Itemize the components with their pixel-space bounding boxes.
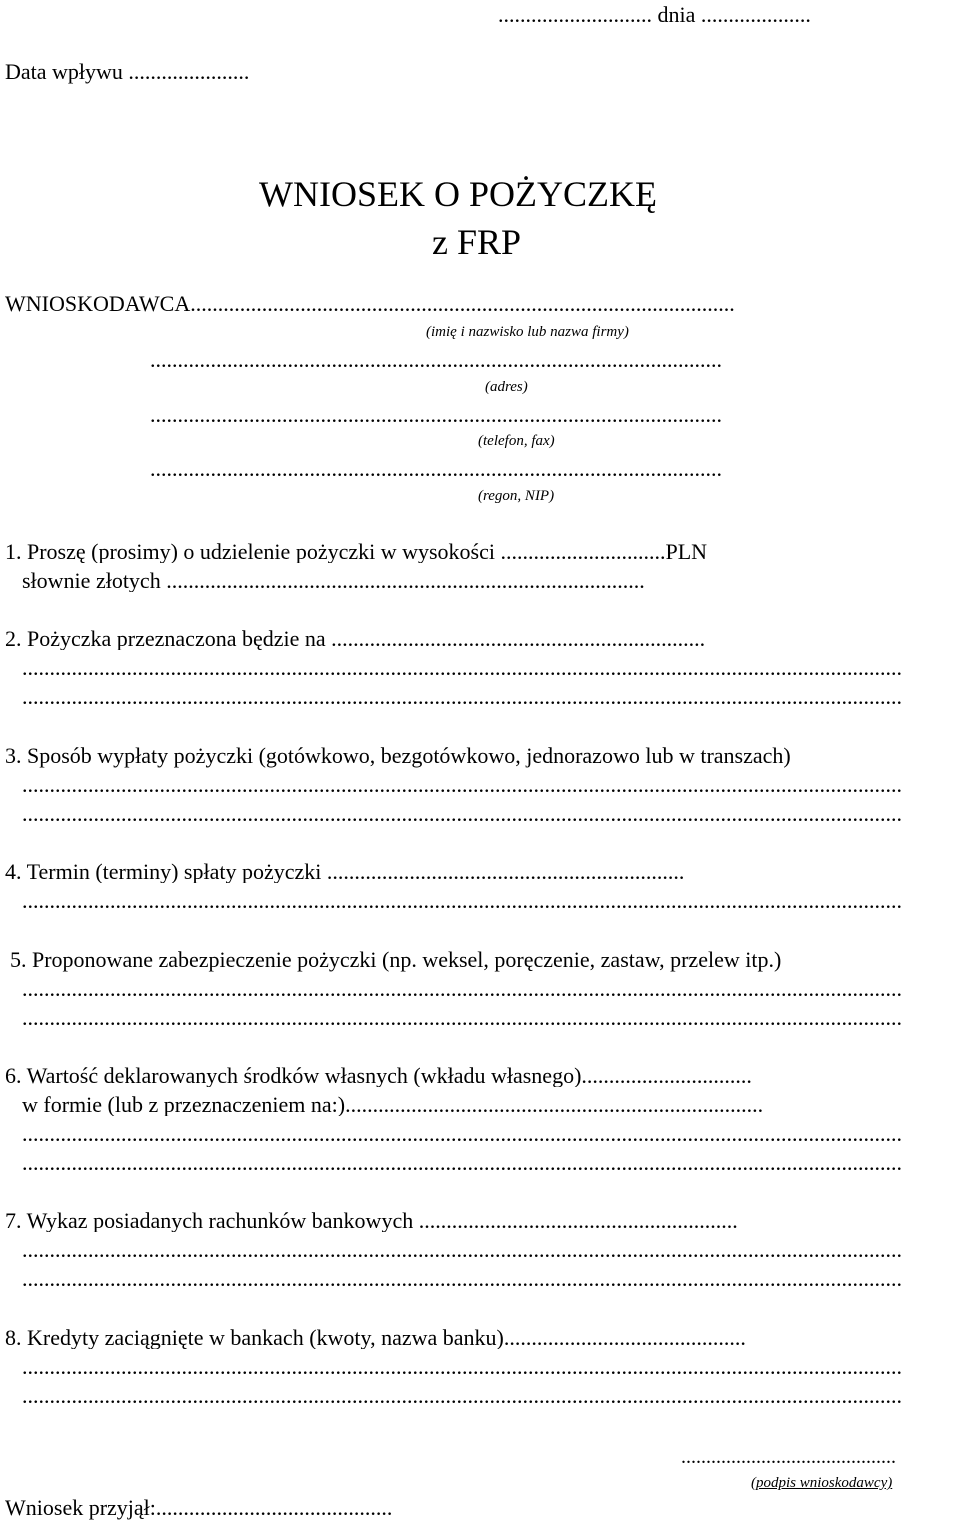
item-6-own-funds: 6. Wartość deklarowanych środków własnych (wkładu własnego)...............................: [5, 1065, 752, 1087]
date-line: ............................ dnia ....................: [498, 2, 811, 27]
item-5-line-b: ................................................................................................................................................................: [22, 1007, 902, 1029]
phone-line: ........................................................................................................: [150, 404, 722, 426]
item-2-line-a: ................................................................................................................................................................: [22, 657, 902, 679]
item-1-words: słownie złotych .......................................................................................: [22, 570, 645, 592]
caption-name: (imię i nazwisko lub nazwa firmy): [426, 324, 629, 340]
receipt-date: Data wpływu ......................: [5, 59, 250, 84]
item-5-collateral: 5. Proponowane zabezpieczenie pożyczki (np. weksel, poręczenie, zastaw, przelew itp.): [10, 947, 782, 972]
accepted-by: Wniosek przyjął:...........................................: [5, 1495, 393, 1520]
item-6-form: w formie (lub z przeznaczeniem na:)............................................................................: [22, 1094, 764, 1116]
signature-line: ...........................................: [681, 1446, 896, 1468]
item-2-line-b: ................................................................................................................................................................: [22, 686, 902, 708]
item-1-amount: 1. Proszę (prosimy) o udzielenie pożyczki w wysokości ..............................PLN: [5, 541, 708, 563]
item-8-line-b: ................................................................................................................................................................: [22, 1385, 902, 1407]
page-title: WNIOSEK O POŻYCZKĘ: [259, 174, 657, 214]
item-2-purpose: 2. Pożyczka przeznaczona będzie na ....................................................................: [5, 628, 706, 650]
regon-line: ........................................................................................................: [150, 458, 722, 480]
item-4-line-a: ................................................................................................................................................................: [22, 890, 902, 912]
item-7-bank-accounts: 7. Wykaz posiadanych rachunków bankowych ..........................................................: [5, 1210, 738, 1232]
caption-regon: (regon, NIP): [478, 488, 555, 504]
item-6-line-a: ................................................................................................................................................................: [22, 1123, 902, 1145]
item-3-line-a: ................................................................................................................................................................: [22, 774, 902, 796]
signature-caption: (podpis wnioskodawcy): [751, 1475, 893, 1491]
page-subtitle: z FRP: [432, 222, 522, 262]
item-6-line-b: ................................................................................................................................................................: [22, 1152, 902, 1174]
item-4-repayment: 4. Termin (terminy) spłaty pożyczki .................................................................: [5, 861, 685, 883]
item-3-line-b: ................................................................................................................................................................: [22, 803, 902, 825]
address-line: ........................................................................................................: [150, 349, 722, 371]
item-7-line-a: ................................................................................................................................................................: [22, 1239, 902, 1261]
item-7-line-b: ................................................................................................................................................................: [22, 1268, 902, 1290]
applicant-label: WNIOSKODAWCA...................................................................................................: [5, 293, 735, 315]
caption-phone: (telefon, fax): [478, 433, 555, 449]
caption-address: (adres): [485, 379, 528, 395]
item-5-line-a: ................................................................................................................................................................: [22, 978, 902, 1000]
item-8-line-a: ................................................................................................................................................................: [22, 1356, 902, 1378]
item-8-credits: 8. Kredyty zaciągnięte w bankach (kwoty, nazwa banku)............................................: [5, 1327, 746, 1349]
item-3-payout: 3. Sposób wypłaty pożyczki (gotówkowo, bezgotówkowo, jednorazowo lub w transzach): [5, 743, 791, 768]
